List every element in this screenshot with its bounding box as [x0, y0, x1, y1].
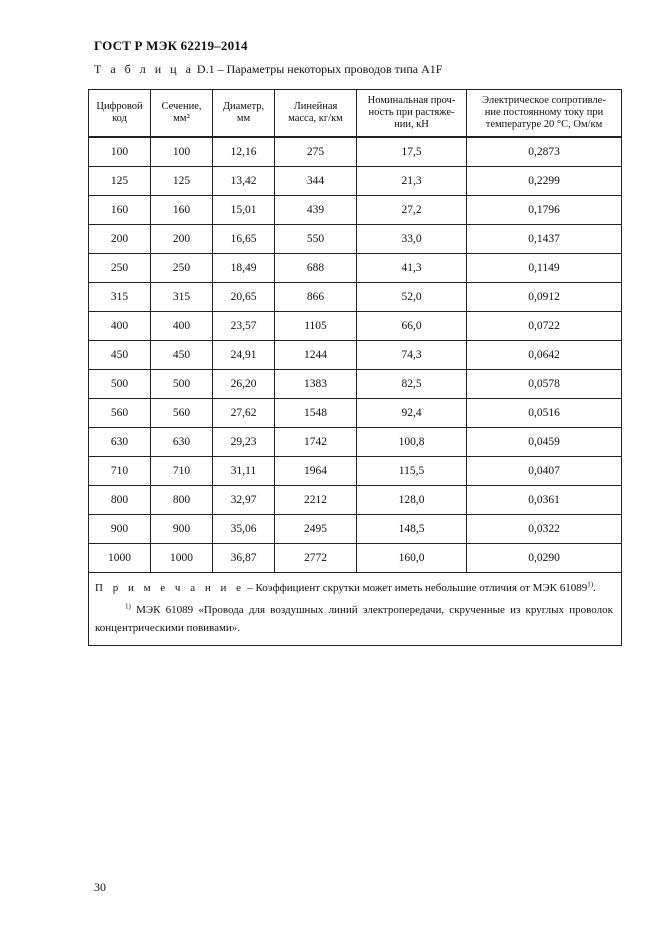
cell-resistance: 0,0642	[467, 341, 622, 370]
cell-tensile-strength: 160,0	[357, 544, 467, 573]
table-row	[89, 544, 622, 573]
table-row	[89, 399, 622, 428]
cell-code: 125	[89, 167, 151, 196]
cell-tensile-strength: 17,5	[357, 137, 467, 167]
cell-tensile-strength: 52,0	[357, 283, 467, 312]
column-header-tensile-strength: Номинальная проч- ность при растяже- нии, кН	[357, 90, 467, 138]
cell-resistance: 0,0290	[467, 544, 622, 573]
cell-code: 315	[89, 283, 151, 312]
cell-diameter: 24,91	[213, 341, 275, 370]
table-header	[89, 90, 622, 138]
cell-resistance: 0,0459	[467, 428, 622, 457]
cell-code: 900	[89, 515, 151, 544]
cell-section: 630	[151, 428, 213, 457]
cell-section: 560	[151, 399, 213, 428]
table-row	[89, 225, 622, 254]
page-number: 30	[94, 880, 106, 894]
table-row	[89, 167, 622, 196]
document-header: ГОСТ Р МЭК 62219–2014	[94, 38, 248, 53]
table-header-row	[89, 90, 622, 138]
cell-code: 250	[89, 254, 151, 283]
cell-diameter: 20,65	[213, 283, 275, 312]
cell-code: 630	[89, 428, 151, 457]
note-prefix: П р и м е ч а н и е	[95, 582, 245, 594]
cell-diameter: 31,11	[213, 457, 275, 486]
cell-tensile-strength: 21,3	[357, 167, 467, 196]
cell-tensile-strength: 74,3	[357, 341, 467, 370]
cell-linear-mass: 439	[275, 196, 357, 225]
cell-tensile-strength: 82,5	[357, 370, 467, 399]
table-caption-text: D.1 – Параметры некоторых проводов типа A1F	[196, 62, 443, 76]
table-note-cell	[89, 573, 622, 646]
table-row	[89, 457, 622, 486]
cell-diameter: 16,65	[213, 225, 275, 254]
cell-section: 710	[151, 457, 213, 486]
cell-resistance: 0,0578	[467, 370, 622, 399]
cell-section: 500	[151, 370, 213, 399]
cell-diameter: 26,20	[213, 370, 275, 399]
cell-section: 250	[151, 254, 213, 283]
cell-resistance: 0,2873	[467, 137, 622, 167]
cell-section: 160	[151, 196, 213, 225]
table-row	[89, 341, 622, 370]
cell-diameter: 13,42	[213, 167, 275, 196]
cell-tensile-strength: 92,4	[357, 399, 467, 428]
table-caption	[94, 62, 442, 77]
note-paragraph	[95, 579, 613, 597]
cell-diameter: 18,49	[213, 254, 275, 283]
cell-diameter: 35,06	[213, 515, 275, 544]
cell-diameter: 12,16	[213, 137, 275, 167]
column-header-section: Сечение, мм²	[151, 90, 213, 138]
cell-linear-mass: 1383	[275, 370, 357, 399]
cell-resistance: 0,1149	[467, 254, 622, 283]
cell-code: 710	[89, 457, 151, 486]
cell-tensile-strength: 115,5	[357, 457, 467, 486]
cell-resistance: 0,0516	[467, 399, 622, 428]
cell-linear-mass: 344	[275, 167, 357, 196]
footnote-mark: 1)	[125, 602, 131, 611]
cell-tensile-strength: 148,5	[357, 515, 467, 544]
cell-linear-mass: 1964	[275, 457, 357, 486]
column-header-diameter: Диаметр, мм	[213, 90, 275, 138]
cell-code: 160	[89, 196, 151, 225]
table-body	[89, 137, 622, 646]
cell-code: 560	[89, 399, 151, 428]
cell-resistance: 0,1796	[467, 196, 622, 225]
table-row	[89, 312, 622, 341]
cell-diameter: 27,62	[213, 399, 275, 428]
cell-linear-mass: 1105	[275, 312, 357, 341]
cell-section: 1000	[151, 544, 213, 573]
cell-diameter: 36,87	[213, 544, 275, 573]
note-reference-mark: 1)	[587, 580, 594, 589]
cell-diameter: 15,01	[213, 196, 275, 225]
cell-tensile-strength: 27,2	[357, 196, 467, 225]
cell-linear-mass: 1244	[275, 341, 357, 370]
note-text: – Коэффициент скрутки может иметь небольшие отличия от МЭК 61089	[244, 582, 588, 594]
cell-section: 800	[151, 486, 213, 515]
cell-tensile-strength: 66,0	[357, 312, 467, 341]
table-row	[89, 137, 622, 167]
cell-linear-mass: 550	[275, 225, 357, 254]
table-row	[89, 196, 622, 225]
cell-resistance: 0,0912	[467, 283, 622, 312]
cell-diameter: 23,57	[213, 312, 275, 341]
cell-diameter: 29,23	[213, 428, 275, 457]
cell-code: 500	[89, 370, 151, 399]
cell-diameter: 32,97	[213, 486, 275, 515]
cell-resistance: 0,1437	[467, 225, 622, 254]
column-header-code: Цифровой код	[89, 90, 151, 138]
footnote-paragraph	[95, 601, 613, 637]
cell-section: 100	[151, 137, 213, 167]
cell-linear-mass: 2212	[275, 486, 357, 515]
cell-section: 400	[151, 312, 213, 341]
cell-tensile-strength: 100,8	[357, 428, 467, 457]
table-note-row	[89, 573, 622, 646]
cell-linear-mass: 2772	[275, 544, 357, 573]
cell-tensile-strength: 128,0	[357, 486, 467, 515]
table-row	[89, 254, 622, 283]
cell-code: 450	[89, 341, 151, 370]
cell-linear-mass: 1742	[275, 428, 357, 457]
column-header-resistance: Электрическое сопротивле- ние постоянному току при температуре 20 °С, Ом/км	[467, 90, 622, 138]
table-row	[89, 428, 622, 457]
cell-resistance: 0,0361	[467, 486, 622, 515]
cell-linear-mass: 275	[275, 137, 357, 167]
cell-code: 800	[89, 486, 151, 515]
column-header-linear-mass: Линейная масса, кг/км	[275, 90, 357, 138]
table-row	[89, 515, 622, 544]
cell-section: 200	[151, 225, 213, 254]
cell-resistance: 0,0722	[467, 312, 622, 341]
cell-code: 400	[89, 312, 151, 341]
cell-tensile-strength: 33,0	[357, 225, 467, 254]
parameters-table	[88, 89, 622, 646]
cell-code: 1000	[89, 544, 151, 573]
note-end: .	[593, 582, 596, 594]
footnote-text: МЭК 61089 «Провода для воздушных линий электропередачи, скрученные из круглых проволок концентрическими повивами».	[95, 604, 613, 634]
cell-resistance: 0,2299	[467, 167, 622, 196]
cell-section: 315	[151, 283, 213, 312]
cell-linear-mass: 2495	[275, 515, 357, 544]
cell-section: 450	[151, 341, 213, 370]
cell-resistance: 0,0322	[467, 515, 622, 544]
cell-linear-mass: 1548	[275, 399, 357, 428]
cell-linear-mass: 688	[275, 254, 357, 283]
cell-section: 900	[151, 515, 213, 544]
cell-tensile-strength: 41,3	[357, 254, 467, 283]
table-row	[89, 370, 622, 399]
table-caption-prefix: Т а б л и ц а	[94, 62, 194, 76]
cell-resistance: 0,0407	[467, 457, 622, 486]
table-row	[89, 283, 622, 312]
cell-code: 200	[89, 225, 151, 254]
cell-section: 125	[151, 167, 213, 196]
table-row	[89, 486, 622, 515]
cell-linear-mass: 866	[275, 283, 357, 312]
cell-code: 100	[89, 137, 151, 167]
